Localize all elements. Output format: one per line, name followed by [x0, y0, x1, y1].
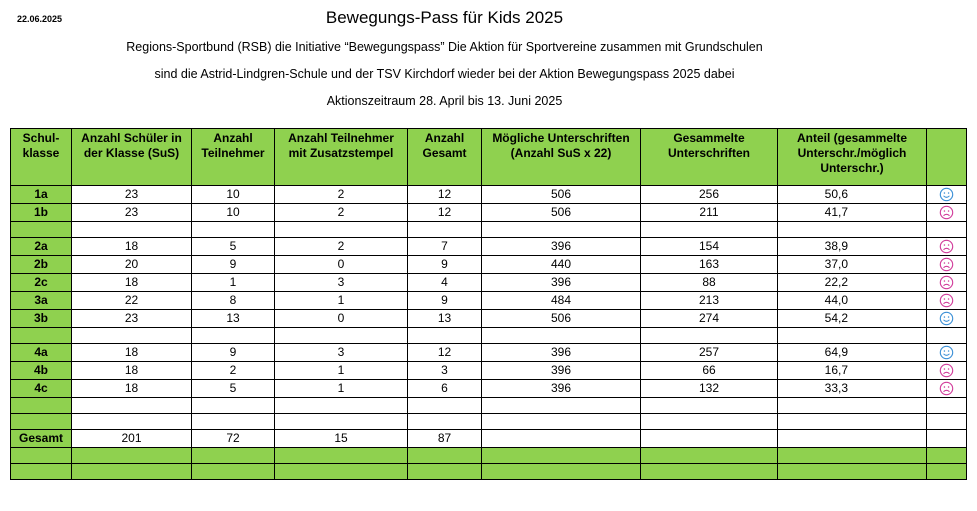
table-row	[11, 274, 967, 292]
anteil-cell: 44,0	[778, 292, 927, 310]
document-title: Bewegungs-Pass für Kids 2025	[325, 8, 564, 27]
empty-cell	[192, 464, 275, 480]
sad-face-icon	[939, 381, 954, 396]
teilnehmer-cell: 8	[192, 292, 275, 310]
empty-cell	[482, 430, 641, 448]
moegliche-cell: 506	[482, 186, 641, 204]
empty-cell	[482, 398, 641, 414]
col-header-anteil: Anteil (gesammelte Unterschr./möglich Unterschr.)	[778, 129, 927, 186]
empty-cell	[72, 448, 192, 464]
klasse-cell: 3a	[11, 292, 72, 310]
smiley-cell	[927, 204, 967, 222]
gesammelte-cell: 274	[641, 310, 778, 328]
empty-cell	[275, 328, 408, 344]
sus-cell: 23	[72, 204, 192, 222]
zusatzstempel-cell: 2	[275, 186, 408, 204]
teilnehmer-cell: 10	[192, 204, 275, 222]
intro-line-1: Regions-Sportbund (RSB) die Initiative “Bewegungspass” Die Aktion für Sportvereine zusammen mit Grundschulen	[126, 40, 763, 54]
empty-cell	[11, 398, 72, 414]
klasse-cell: 2b	[11, 256, 72, 274]
empty-cell	[482, 222, 641, 238]
document-date: 22.06.2025	[17, 14, 63, 24]
klasse-cell: 1a	[11, 186, 72, 204]
sus-cell: 18	[72, 362, 192, 380]
zusatzstempel-cell: 1	[275, 362, 408, 380]
anteil-cell: 38,9	[778, 238, 927, 256]
action-period: Aktionszeitraum 28. April bis 13. Juni 2025	[326, 94, 563, 108]
empty-cell	[72, 398, 192, 414]
happy-face-icon	[939, 345, 954, 360]
col-header-klasse: Schul-klasse	[11, 129, 72, 186]
anteil-cell: 54,2	[778, 310, 927, 328]
klasse-cell: 2a	[11, 238, 72, 256]
sad-face-icon	[939, 363, 954, 378]
empty-cell	[408, 222, 482, 238]
gesamt-cell: 12	[408, 186, 482, 204]
happy-face-icon	[939, 187, 954, 202]
moegliche-cell: 396	[482, 274, 641, 292]
gesammelte-cell: 132	[641, 380, 778, 398]
col-header-gesamt: Anzahl Gesamt	[408, 129, 482, 186]
empty-cell	[482, 464, 641, 480]
moegliche-cell: 396	[482, 362, 641, 380]
empty-cell	[641, 464, 778, 480]
teilnehmer-cell: 5	[192, 380, 275, 398]
empty-cell	[72, 414, 192, 430]
zusatzstempel-cell: 2	[275, 204, 408, 222]
table-row	[11, 344, 967, 362]
teilnehmer-cell: 5	[192, 238, 275, 256]
empty-cell	[275, 414, 408, 430]
total-sus-cell: 201	[72, 430, 192, 448]
empty-cell	[927, 328, 967, 344]
empty-cell	[927, 398, 967, 414]
teilnehmer-cell: 9	[192, 344, 275, 362]
happy-face-icon	[939, 311, 954, 326]
green-footer-row	[11, 464, 967, 480]
empty-cell	[72, 222, 192, 238]
zusatzstempel-cell: 2	[275, 238, 408, 256]
smiley-cell	[927, 292, 967, 310]
klasse-cell: 4b	[11, 362, 72, 380]
empty-cell	[408, 464, 482, 480]
empty-cell	[408, 328, 482, 344]
sad-face-icon	[939, 257, 954, 272]
col-header-sus: Anzahl Schüler in der Klasse (SuS)	[72, 129, 192, 186]
moegliche-cell: 506	[482, 310, 641, 328]
total-teilnehmer-cell: 72	[192, 430, 275, 448]
gesamt-cell: 12	[408, 204, 482, 222]
smiley-cell	[927, 274, 967, 292]
sus-cell: 18	[72, 344, 192, 362]
gesamt-cell: 9	[408, 292, 482, 310]
moegliche-cell: 396	[482, 344, 641, 362]
table-row	[11, 186, 967, 204]
teilnehmer-cell: 13	[192, 310, 275, 328]
empty-cell	[927, 448, 967, 464]
anteil-cell: 64,9	[778, 344, 927, 362]
empty-cell	[275, 448, 408, 464]
gesamt-cell: 6	[408, 380, 482, 398]
anteil-cell: 41,7	[778, 204, 927, 222]
empty-cell	[641, 398, 778, 414]
empty-cell	[778, 222, 927, 238]
col-header-zusatzstempel: Anzahl Teilnehmer mit Zusatzstempel	[275, 129, 408, 186]
klasse-cell: 4a	[11, 344, 72, 362]
anteil-cell: 33,3	[778, 380, 927, 398]
klasse-cell: 2c	[11, 274, 72, 292]
sus-cell: 23	[72, 186, 192, 204]
empty-cell	[641, 414, 778, 430]
smiley-cell	[927, 238, 967, 256]
zusatzstempel-cell: 3	[275, 344, 408, 362]
smiley-cell	[927, 344, 967, 362]
spacer-row	[11, 414, 967, 430]
empty-cell	[72, 328, 192, 344]
anteil-cell: 22,2	[778, 274, 927, 292]
moegliche-cell: 440	[482, 256, 641, 274]
smiley-cell	[927, 256, 967, 274]
smiley-cell	[927, 362, 967, 380]
total-gesamt-cell: 87	[408, 430, 482, 448]
moegliche-cell: 396	[482, 380, 641, 398]
spacer-row	[11, 222, 967, 238]
klasse-cell: 4c	[11, 380, 72, 398]
gesamt-cell: 12	[408, 344, 482, 362]
empty-cell	[275, 398, 408, 414]
empty-cell	[927, 430, 967, 448]
table-row	[11, 204, 967, 222]
gesammelte-cell: 154	[641, 238, 778, 256]
empty-cell	[778, 414, 927, 430]
empty-cell	[482, 414, 641, 430]
sad-face-icon	[939, 205, 954, 220]
empty-cell	[482, 328, 641, 344]
anteil-cell: 16,7	[778, 362, 927, 380]
empty-cell	[192, 448, 275, 464]
gesammelte-cell: 66	[641, 362, 778, 380]
anteil-cell: 37,0	[778, 256, 927, 274]
empty-cell	[408, 398, 482, 414]
gesammelte-cell: 88	[641, 274, 778, 292]
empty-cell	[11, 328, 72, 344]
empty-cell	[641, 430, 778, 448]
sus-cell: 22	[72, 292, 192, 310]
table-row	[11, 256, 967, 274]
gesamt-cell: 4	[408, 274, 482, 292]
smiley-cell	[927, 310, 967, 328]
empty-cell	[11, 464, 72, 480]
smiley-cell	[927, 380, 967, 398]
empty-cell	[641, 222, 778, 238]
table-row	[11, 238, 967, 256]
gesamt-cell: 9	[408, 256, 482, 274]
zusatzstempel-cell: 1	[275, 380, 408, 398]
empty-cell	[275, 222, 408, 238]
empty-cell	[927, 464, 967, 480]
sad-face-icon	[939, 293, 954, 308]
results-table	[10, 128, 967, 480]
green-footer-row	[11, 448, 967, 464]
header-row	[11, 129, 967, 186]
klasse-cell: 3b	[11, 310, 72, 328]
sus-cell: 18	[72, 274, 192, 292]
empty-cell	[11, 414, 72, 430]
moegliche-cell: 396	[482, 238, 641, 256]
empty-cell	[408, 448, 482, 464]
zusatzstempel-cell: 3	[275, 274, 408, 292]
gesammelte-cell: 213	[641, 292, 778, 310]
sad-face-icon	[939, 239, 954, 254]
empty-cell	[641, 448, 778, 464]
empty-cell	[482, 448, 641, 464]
col-header-gesammelte: Gesammelte Unterschriften	[641, 129, 778, 186]
empty-cell	[192, 328, 275, 344]
zusatzstempel-cell: 0	[275, 256, 408, 274]
sus-cell: 23	[72, 310, 192, 328]
spacer-row	[11, 398, 967, 414]
sus-cell: 18	[72, 238, 192, 256]
empty-cell	[778, 464, 927, 480]
teilnehmer-cell: 9	[192, 256, 275, 274]
smiley-cell	[927, 186, 967, 204]
col-header-smiley	[927, 129, 967, 186]
empty-cell	[408, 414, 482, 430]
moegliche-cell: 506	[482, 204, 641, 222]
empty-cell	[641, 328, 778, 344]
teilnehmer-cell: 1	[192, 274, 275, 292]
total-row	[11, 430, 967, 448]
table-row	[11, 310, 967, 328]
empty-cell	[11, 222, 72, 238]
gesamt-cell: 7	[408, 238, 482, 256]
anteil-cell: 50,6	[778, 186, 927, 204]
gesamt-cell: 3	[408, 362, 482, 380]
total-label-cell: Gesamt	[11, 430, 72, 448]
sus-cell: 18	[72, 380, 192, 398]
col-header-moegliche: Mögliche Unterschriften (Anzahl SuS x 22)	[482, 129, 641, 186]
gesammelte-cell: 163	[641, 256, 778, 274]
gesammelte-cell: 257	[641, 344, 778, 362]
empty-cell	[778, 430, 927, 448]
teilnehmer-cell: 2	[192, 362, 275, 380]
table-row	[11, 380, 967, 398]
empty-cell	[192, 222, 275, 238]
empty-cell	[778, 328, 927, 344]
gesammelte-cell: 256	[641, 186, 778, 204]
spacer-row	[11, 328, 967, 344]
empty-cell	[72, 464, 192, 480]
total-zusatzstempel-cell: 15	[275, 430, 408, 448]
empty-cell	[11, 448, 72, 464]
gesammelte-cell: 211	[641, 204, 778, 222]
moegliche-cell: 484	[482, 292, 641, 310]
table-row	[11, 292, 967, 310]
col-header-teilnehmer: Anzahl Teilnehmer	[192, 129, 275, 186]
gesamt-cell: 13	[408, 310, 482, 328]
empty-cell	[927, 222, 967, 238]
teilnehmer-cell: 10	[192, 186, 275, 204]
empty-cell	[778, 398, 927, 414]
empty-cell	[192, 414, 275, 430]
sad-face-icon	[939, 275, 954, 290]
empty-cell	[275, 464, 408, 480]
empty-cell	[778, 448, 927, 464]
intro-line-2: sind die Astrid-Lindgren-Schule und der TSV Kirchdorf wieder bei der Aktion Bewegungspass 2025 dabei	[154, 67, 735, 81]
zusatzstempel-cell: 1	[275, 292, 408, 310]
table-row	[11, 362, 967, 380]
sus-cell: 20	[72, 256, 192, 274]
klasse-cell: 1b	[11, 204, 72, 222]
zusatzstempel-cell: 0	[275, 310, 408, 328]
empty-cell	[927, 414, 967, 430]
empty-cell	[192, 398, 275, 414]
